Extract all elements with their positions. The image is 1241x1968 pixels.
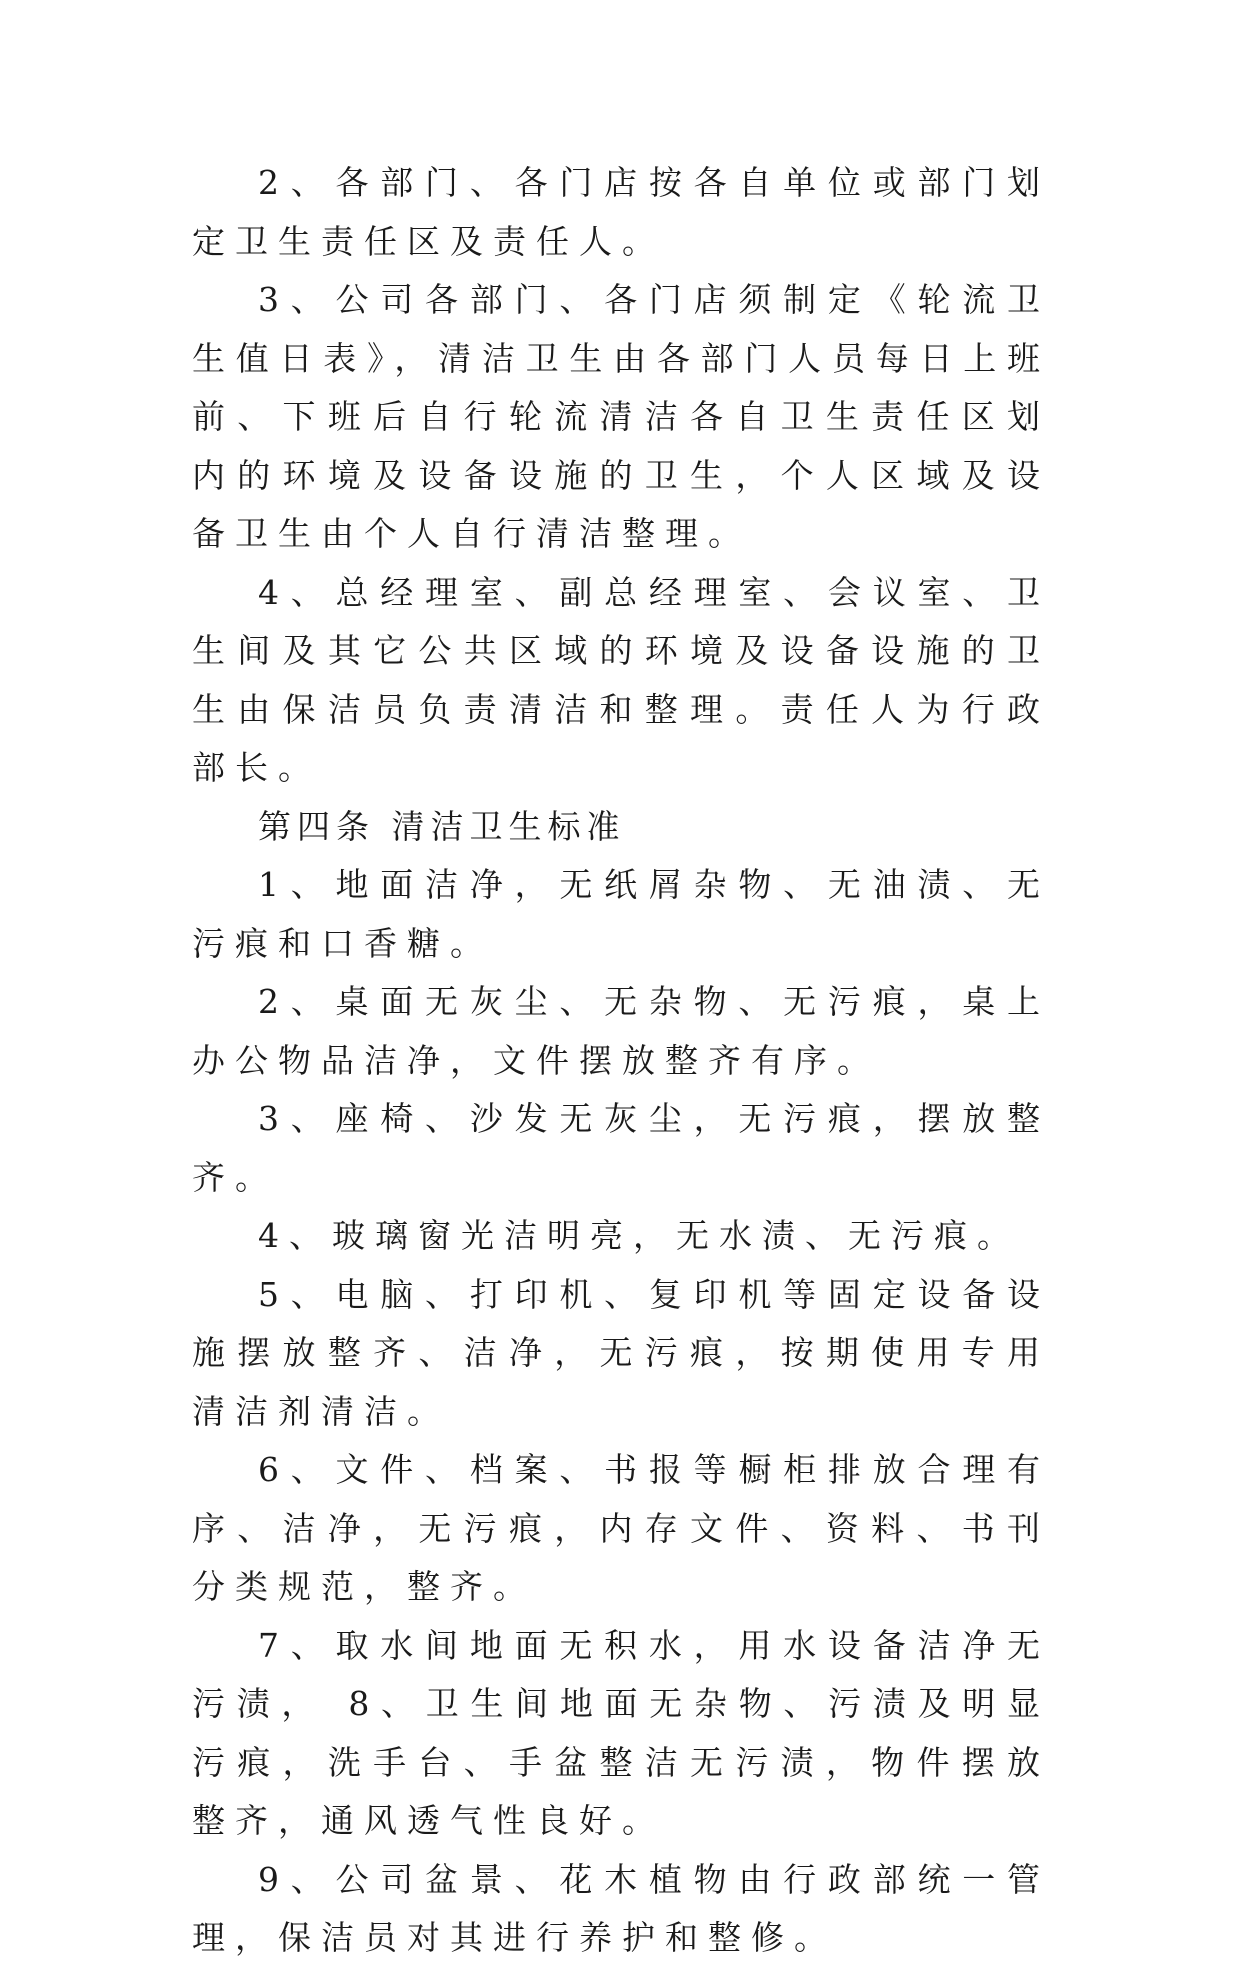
standard-item-windows: 4、玻璃窗光洁明亮，无水渍、无污痕。 (258, 1216, 1020, 1255)
section-heading-cleaning-standards: 第四条 清洁卫生标准 (258, 806, 626, 846)
standard-item-plants: 9、公司盆景、花木植物由行政部统一管理，保洁员对其进行养护和整修。 (192, 1859, 1050, 1957)
standard-item-cabinets: 6、文件、档案、书报等橱柜排放合理有序、洁净，无污痕，内存文件、资料、书刊分类规范，整齐。 (192, 1450, 1050, 1606)
standard-item-seating: 3、座椅、沙发无灰尘，无污痕，摆放整齐。 (192, 1099, 1050, 1197)
paragraph-3-duty-roster: 3、公司各部门、各门店须制定《轮流卫生值日表》，清洁卫生由各部门人员每日上班前、下班后自行轮流清洁各自卫生责任区划内的环境及设备设施的卫生，个人区域及设备卫生由个人自行清洁整理。 (192, 280, 1050, 553)
standard-item-desk: 2、桌面无灰尘、无杂物、无污痕，桌上办公物品洁净，文件摆放整齐有序。 (192, 982, 1050, 1080)
standard-item-equipment: 5、电脑、打印机、复印机等固定设备设施摆放整齐、洁净，无污痕，按期使用专用清洁剂清洁。 (192, 1274, 1050, 1431)
standard-item-floor: 1、地面洁净，无纸屑杂物、无油渍、无污痕和口香糖。 (192, 865, 1050, 963)
paragraph-2-responsibility-areas: 2、各部门、各门店按各自单位或部门划定卫生责任区及责任人。 (192, 163, 1050, 261)
document-body (192, 154, 1050, 1968)
paragraph-4-public-areas: 4、总经理室、副总经理室、会议室、卫生间及其它公共区域的环境及设备设施的卫生由保洁员负责清洁和整理。责任人为行政部长。 (192, 572, 1050, 787)
standard-item-water-room-and-restroom: 7、取水间地面无积水，用水设备洁净无污渍， 8、卫生间地面无杂物、污渍及明显污痕，洗手台、手盆整洁无污渍，物件摆放整齐，通风透气性良好。 (192, 1625, 1050, 1840)
